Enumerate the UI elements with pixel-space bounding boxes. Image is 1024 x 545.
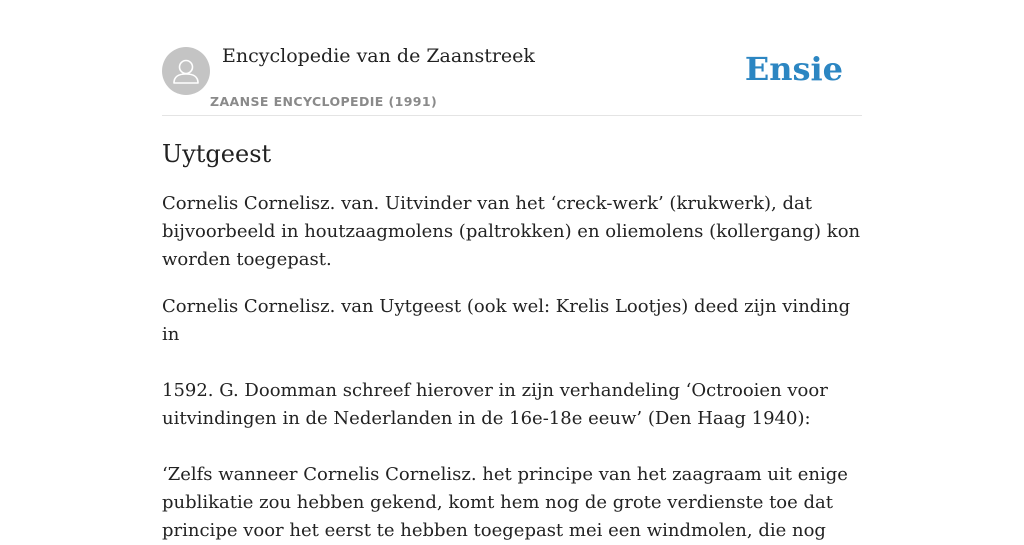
user-avatar-icon[interactable] [162, 47, 210, 95]
source-subtitle[interactable]: ZAANSE ENCYCLOPEDIE (1991) [210, 94, 438, 109]
article-paragraph: 1592. G. Doomman schreef hierover in zijn verhandeling ‘Octrooien voor uitvindingen in de Nederlanden in de 16e-18e eeuw’ (Den Haag 1940): [162, 380, 828, 429]
article-body [162, 136, 862, 545]
article-paragraph: ‘Zelfs wanneer Cornelis Cornelisz. het principe van het zaagraam uit enige publikatie zou hebben gekend, komt hem nog de grote verdienste toe dat principe voor het eerst te hebben toegepast mei een windmolen, die nog [162, 464, 848, 541]
person-outline-icon [162, 47, 210, 95]
article-paragraph: Cornelis Cornelisz. van Uytgeest (ook wel: Krelis Lootjes) deed zijn vinding in [162, 296, 851, 345]
article-title: Uytgeest [162, 140, 272, 168]
site-header [162, 40, 862, 116]
paragraph-spacer [162, 433, 862, 461]
paragraph-spacer [162, 349, 862, 377]
brand-logo-link[interactable]: Ensie [744, 50, 843, 88]
article-paragraph: Cornelis Cornelisz. van. Uitvinder van het ‘creck-werk’ (krukwerk), dat bijvoorbeeld in houtzaagmolens (paltrokken) en oliemolens (kollergang) kon worden toegepast. [162, 193, 861, 270]
site-title[interactable]: Encyclopedie van de Zaanstreek [222, 45, 535, 67]
